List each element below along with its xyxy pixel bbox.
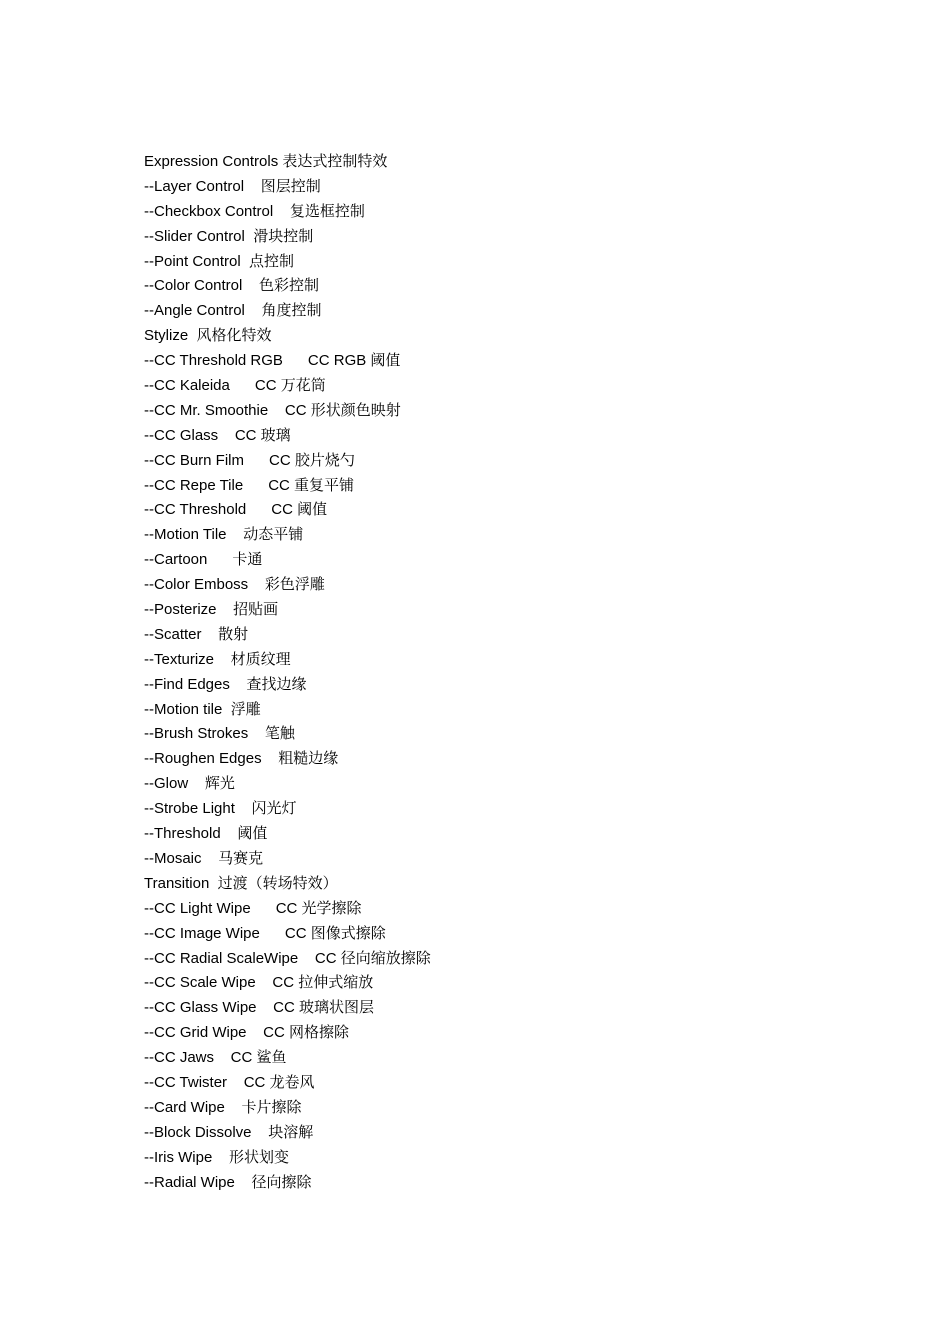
list-item: --Card Wipe 卡片擦除: [144, 1098, 302, 1116]
list-item: --Strobe Light 闪光灯: [144, 800, 297, 818]
list-item: --Block Dissolve 块溶解: [144, 1123, 314, 1141]
list-item: --Layer Control 图层控制: [144, 177, 321, 195]
list-item: --Color Control 色彩控制: [144, 277, 320, 295]
list-item: --Find Edges 查找边缘: [144, 675, 307, 693]
list-item: --CC Kaleida CC 万花筒: [144, 377, 326, 395]
list-item: --CC Grid Wipe CC 网格擦除: [144, 1024, 350, 1042]
effects-list: [144, 150, 844, 1195]
list-item: --Point Control 点控制: [144, 252, 295, 270]
list-item: --Iris Wipe 形状划变: [144, 1148, 289, 1166]
list-item: --Angle Control 角度控制: [144, 302, 322, 320]
list-item: --CC Mr. Smoothie CC 形状颜色映射: [144, 401, 401, 419]
list-item: --CC Threshold RGB CC RGB 阈值: [144, 352, 401, 370]
section-heading: Stylize 风格化特效: [144, 327, 272, 345]
list-item: --CC Scale Wipe CC 拉伸式缩放: [144, 974, 374, 992]
list-item: --Color Emboss 彩色浮雕: [144, 576, 325, 594]
list-item: --CC Light Wipe CC 光学擦除: [144, 899, 362, 917]
section-heading: Transition 过渡（转场特效）: [144, 874, 338, 892]
list-item: --Scatter 散射: [144, 625, 249, 643]
list-item: --CC Glass CC 玻璃: [144, 426, 291, 444]
list-item: --CC Image Wipe CC 图像式擦除: [144, 924, 386, 942]
list-item: --Brush Strokes 笔触: [144, 725, 295, 743]
list-item: --Checkbox Control 复选框控制: [144, 202, 365, 220]
list-item: --CC Glass Wipe CC 玻璃状图层: [144, 999, 375, 1017]
list-item: --CC Twister CC 龙卷风: [144, 1073, 315, 1091]
list-item: --Motion Tile 动态平铺: [144, 526, 304, 544]
list-item: --Radial Wipe 径向擦除: [144, 1173, 312, 1191]
list-item: --Motion tile 浮雕: [144, 700, 261, 718]
list-item: --Threshold 阈值: [144, 825, 268, 843]
list-item: --Slider Control 滑块控制: [144, 227, 314, 245]
list-item: --CC Radial ScaleWipe CC 径向缩放擦除: [144, 949, 431, 967]
list-item: --Mosaic 马赛克: [144, 849, 264, 867]
list-item: --CC Jaws CC 鲨鱼: [144, 1049, 287, 1067]
section-heading: Expression Controls 表达式控制特效: [144, 153, 388, 170]
list-item: --CC Burn Film CC 胶片烧勺: [144, 451, 355, 469]
list-item: --CC Threshold CC 阈值: [144, 501, 328, 519]
list-item: --Posterize 招贴画: [144, 601, 279, 619]
list-item: --CC Repe Tile CC 重复平铺: [144, 476, 355, 494]
list-item: --Texturize 材质纹理: [144, 650, 291, 668]
list-item: --Cartoon 卡通: [144, 551, 263, 569]
list-item: --Roughen Edges 粗糙边缘: [144, 750, 339, 768]
list-item: --Glow 辉光: [144, 775, 235, 793]
